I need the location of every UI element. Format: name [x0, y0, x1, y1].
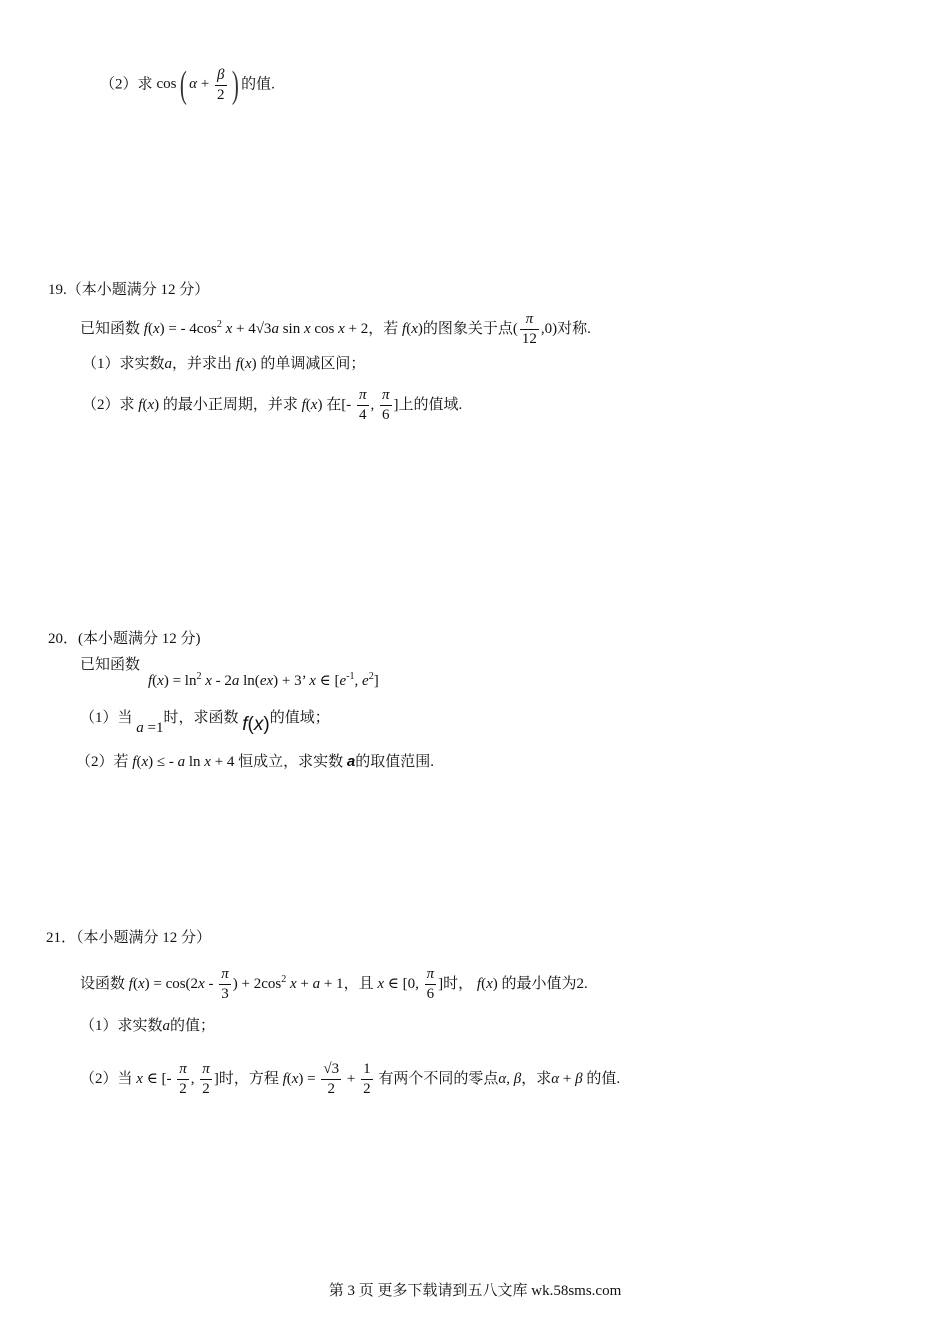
q19-part2: （2）求 f(x) 的最小正周期，并求 f(x) 在[- $\frac{\pi}{4}$ , $\frac{\pi}{6}$ ]上的值域.: [82, 387, 463, 423]
q21-part2: （2）当 x ∈ [- $\frac{\pi}{2}$ , $\frac{\pi}{2}$ ]时，方程 f(x) = $\frac{√3}{2}$ + $\frac{1}{2}$ 有两个不同的零点α, β，求α + β 的值.: [80, 1061, 621, 1097]
q19-function-formula: f: [143, 320, 148, 337]
q19-part1: （1）求实数a，并求出 f(x) 的单调减区间；: [82, 356, 366, 372]
q21-part1: （1）求实数a的值；: [80, 1018, 216, 1034]
q20-part2: （2）若 f(x) ≤ - a ln x + 4 恒成立，求实数 a的取值范围.: [76, 753, 435, 770]
q21-header: 21．（本小题满分 12 分）: [46, 930, 212, 946]
q19-header: 19.（本小题满分 12 分）: [48, 282, 210, 298]
q20-part1: （1）当 a =1时，求函数 f(x)的值域；: [80, 710, 330, 736]
q20-header: 20．(本小题满分 12 分): [48, 631, 201, 647]
q21-intro: 设函数 f(x) = cos(2x - $\frac{\pi}{3}$ ) + $2\cos^2$ x + a + 1，且 x ∈ [0, $\frac{\pi}{6}$ ]时， f(x) 的最小值为2.: [80, 966, 588, 1002]
q20-intro-label: 已知函数: [80, 657, 141, 673]
q18-formula: cos( α + $\frac{\beta}{2}$ ): [156, 64, 239, 106]
q20-function-formula: $f(x) = \ln^2 x - 2a$ ln(ex) + 3’ x ∈ [$e^{-1}$, $e^2$]: [148, 671, 379, 689]
page-footer: 第 3 页 更多下载请到五八文库 wk.58sms.com: [328, 1283, 622, 1299]
q19-intro: 已知函数 f(x) = - $4\cos^2$ x + 4√3a sin x cos x + 2，若 f(x)的图象关于点( $\frac{\pi}{12}$ ,0)对称.: [80, 311, 591, 347]
q18-part2: [100, 66, 275, 104]
q18-part2-label: （2）求: [100, 76, 153, 93]
q18-part2-tail: 的值.: [241, 76, 275, 93]
